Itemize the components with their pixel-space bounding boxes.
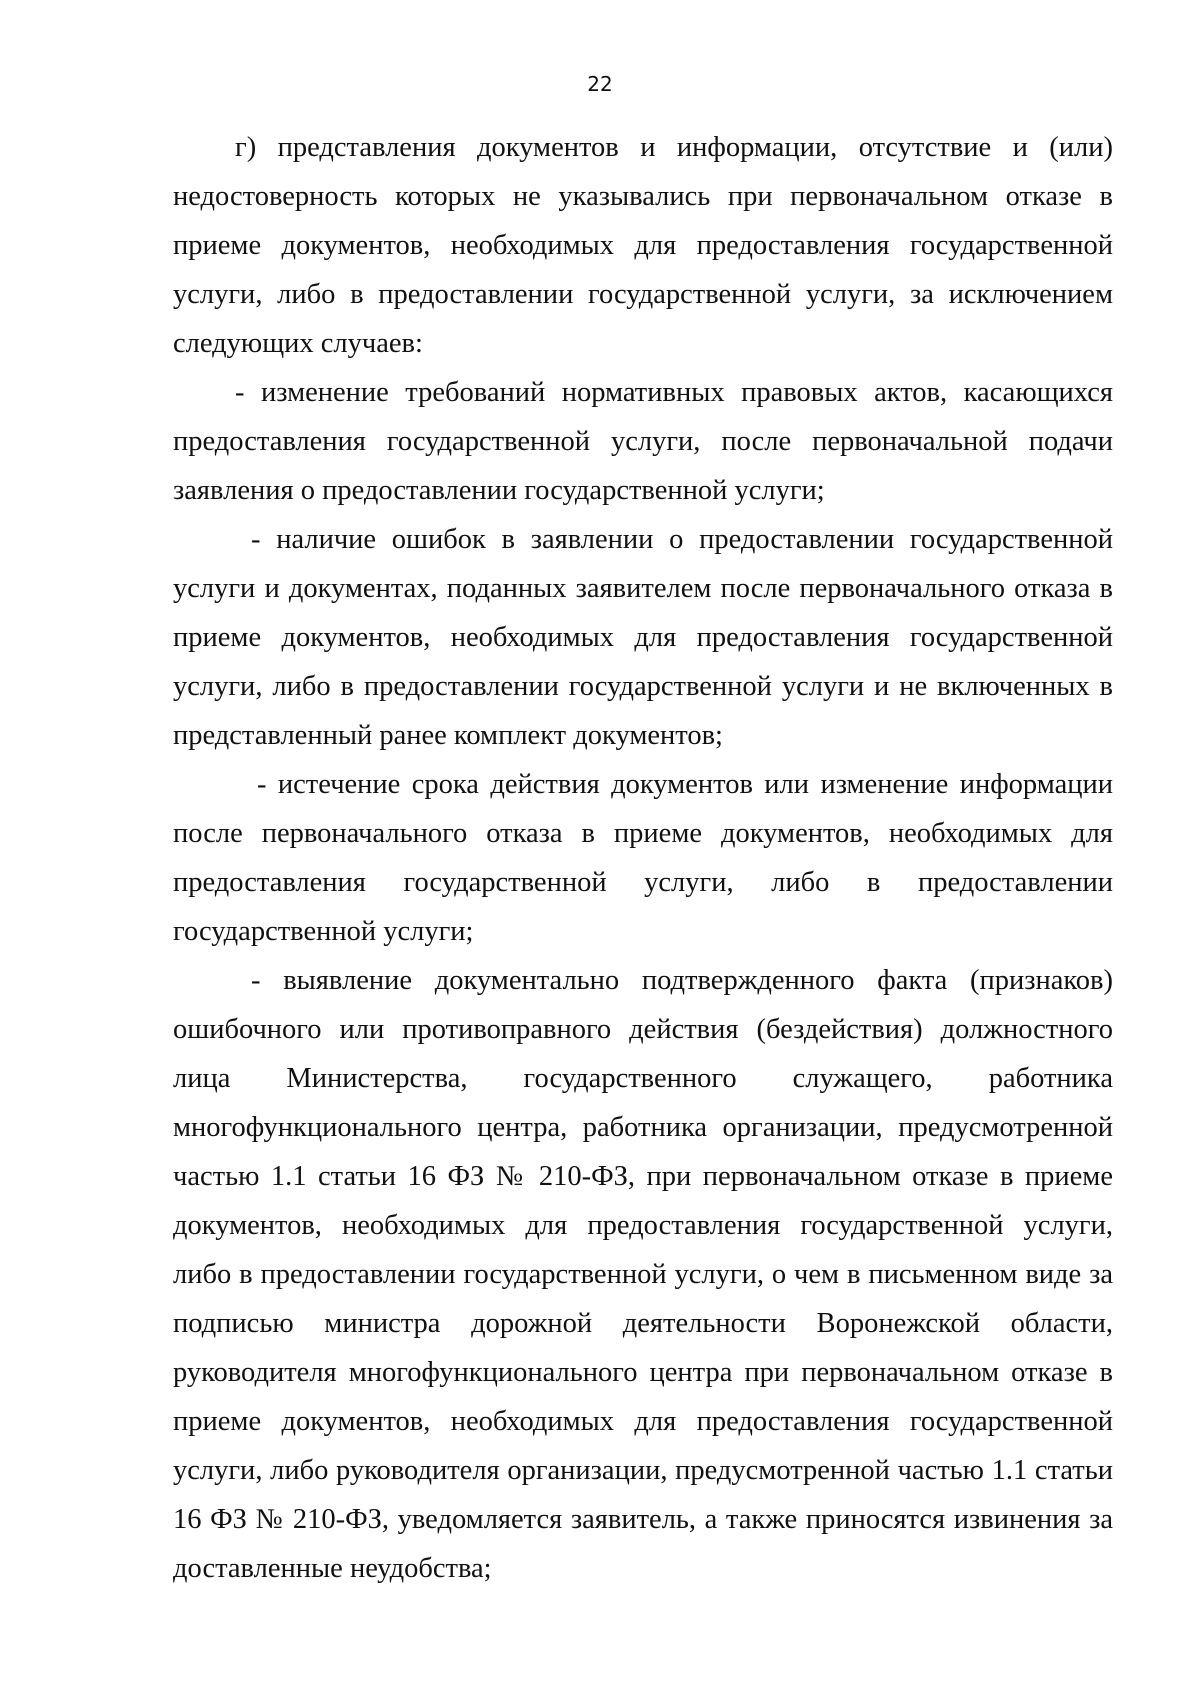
paragraph-documents-expiry: - истечение срока действия документов или изменение информации после первоначального отказа в приеме документов, необходимых для предоставления государственной услуги, либо в предоставлении государственной услуги; [173, 769, 1113, 947]
paragraph-requirements-change: - изменение требований нормативных правовых актов, касающихся предоставления государственной услуги, после первоначальной подачи заявления о предоставлении государственной услуги; [173, 377, 1113, 506]
paragraph-item-g: г) представления документов и информации, отсутствие и (или) недостоверность которых не указывались при первоначальном отказе в приеме документов, необходимых для предоставления государственной услуги, либо в предоставлении государственной услуги, за исключением следующих случаев: [173, 132, 1113, 359]
paragraph-errors-in-application: - наличие ошибок в заявлении о предоставлении государственной услуги и документах, поданных заявителем после первоначального отказа в приеме документов, необходимых для предоставления государственной услуги, либо в предоставлении государственной услуги и не включенных в представленный ранее комплект документов; [173, 524, 1113, 751]
page-number: 22 [587, 72, 613, 96]
document-body [173, 123, 1113, 1593]
paragraph-official-misconduct: - выявление документально подтвержденного факта (признаков) ошибочного или противоправного действия (бездействия) должностного лица Министерства, государственного служащего, работника многофункционального центра, работника организации, предусмотренной частью 1.1 статьи 16 ФЗ № 210-ФЗ, при первоначальном отказе в приеме документов, необходимых для предоставления государственной услуги, либо в предоставлении государственной услуги, о чем в письменном виде за подписью министра дорожной деятельности Воронежской области, руководителя многофункционального центра при первоначальном отказе в приеме документов, необходимых для предоставления государственной услуги, либо руководителя организации, предусмотренной частью 1.1 статьи 16 ФЗ № 210-ФЗ, уведомляется заявитель, а также приносятся извинения за доставленные неудобства; [173, 965, 1113, 1584]
